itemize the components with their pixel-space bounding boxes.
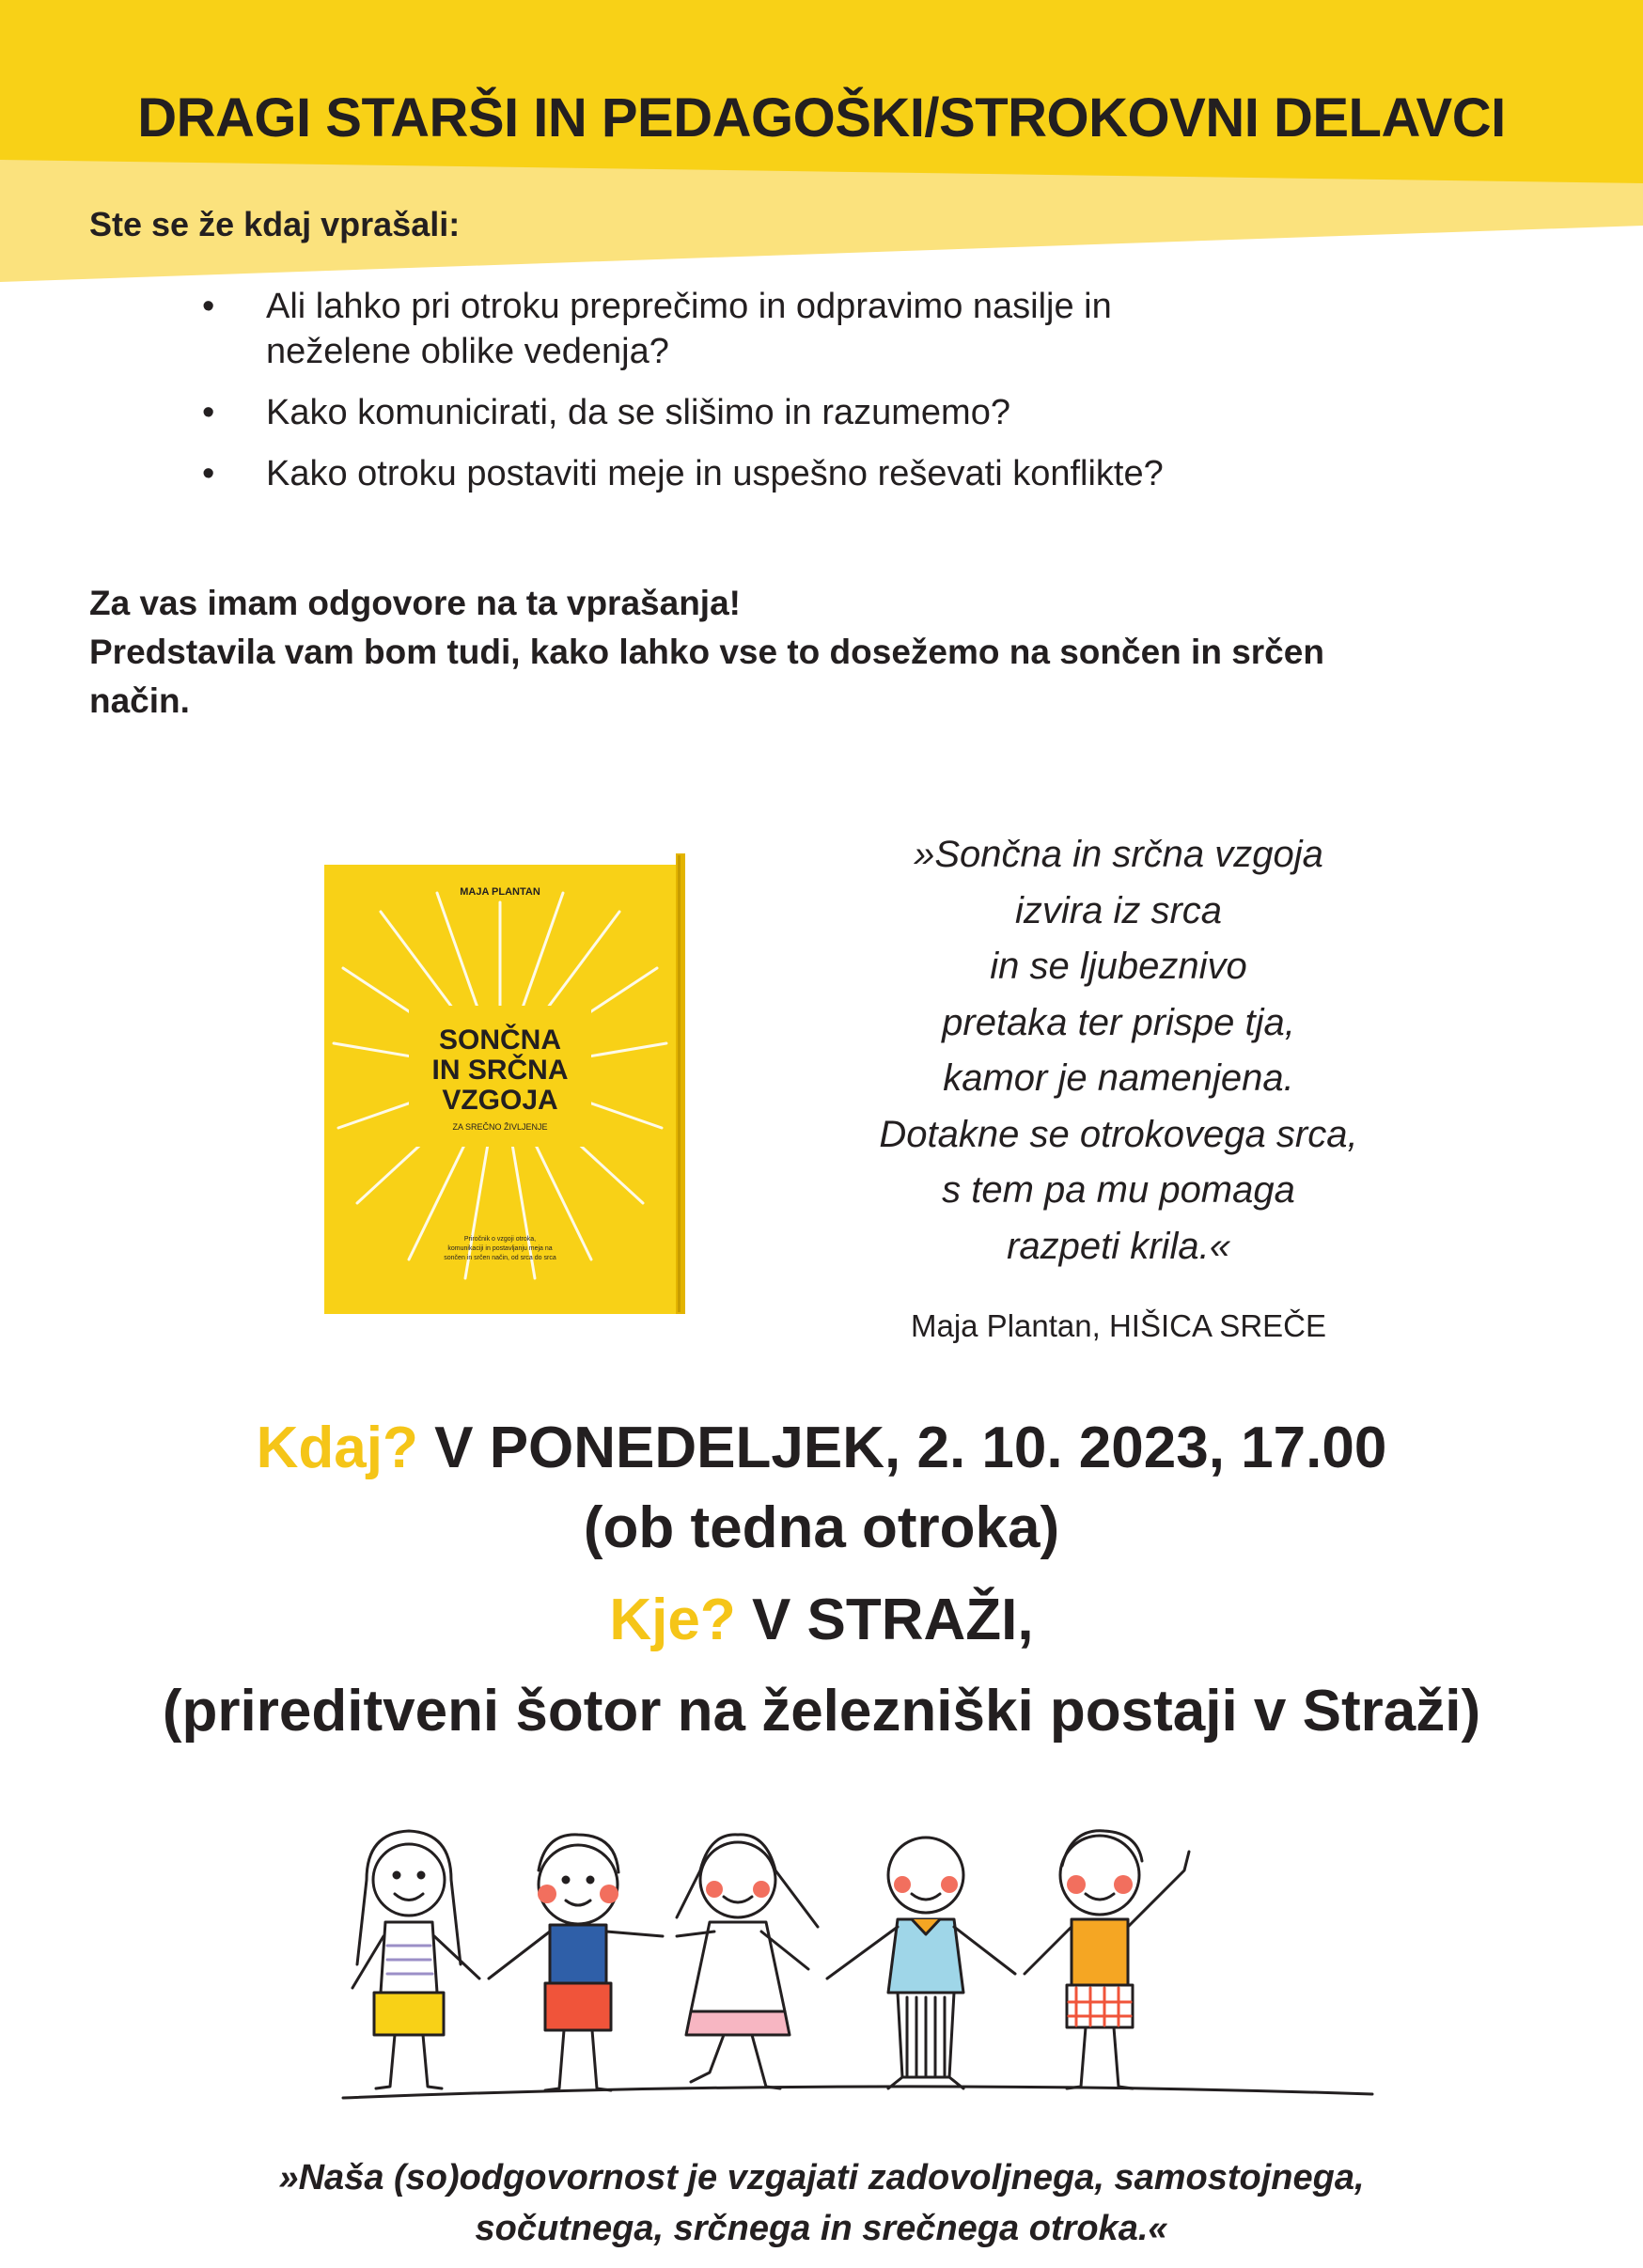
answers-line: način. <box>89 681 190 720</box>
quote-line: Dotakne se otrokovega srca, <box>879 1113 1358 1155</box>
children-holding-hands-illustration <box>338 1814 1382 2115</box>
book-title-line: SONČNA <box>438 1025 562 1056</box>
event-when <box>0 1415 1643 1481</box>
question-text: Kako otroku postaviti meje in uspešno reševati konflikte? <box>266 454 1164 493</box>
intro-question: Ste se že kdaj vprašali: <box>89 205 461 243</box>
kid-2 <box>489 1835 663 2090</box>
question-list <box>202 284 1424 512</box>
quote-line: razpeti krila.« <box>1007 1225 1230 1267</box>
question-text: Kako komunicirati, da se slišimo in razumemo? <box>266 393 1010 432</box>
quote-line: pretaka ter prispe tja, <box>942 1001 1295 1043</box>
question-item <box>202 390 1424 435</box>
footer-line: »Naša (so)odgovornost je vzgajati zadovoljnega, samostojnega, <box>278 2158 1365 2198</box>
page-title: DRAGI STARŠI IN PEDAGOŠKI/STROKOVNI DELAVCI <box>137 87 1506 149</box>
book-subtitle: ZA SREČNO ŽIVLJENJE <box>452 1122 548 1132</box>
answers-line: Predstavila vam bom tudi, kako lahko vse to dosežemo na sončen in srčen <box>89 633 1324 671</box>
event-when-note: (ob tedna otroka) <box>583 1495 1060 1560</box>
event-where-note: (prireditveni šotor na železniški postaji v Straži) <box>162 1679 1481 1744</box>
question-item <box>202 451 1424 496</box>
answers-block <box>89 579 1556 726</box>
where-label: Kje? <box>609 1588 736 1652</box>
quote-line: kamor je namenjena. <box>943 1057 1294 1099</box>
question-text: Ali lahko pri otroku preprečimo in odpravimo nasilje in <box>266 287 1112 326</box>
footer-quote <box>0 2152 1643 2254</box>
kid-3 <box>677 1835 818 2088</box>
book-quote <box>799 827 1438 1275</box>
question-item <box>202 284 1424 374</box>
quote-author: Maja Plantan, HIŠICA SREČE <box>910 1308 1327 1343</box>
when-value: V PONEDELJEK, 2. 10. 2023, 17.00 <box>434 1416 1387 1480</box>
book-title-line: VZGOJA <box>442 1085 558 1116</box>
quote-line: s tem pa mu pomaga <box>942 1169 1295 1211</box>
question-text-cont: neželene oblike vedenja? <box>266 332 669 371</box>
quote-line: in se ljubeznivo <box>990 946 1247 987</box>
kid-4 <box>827 1838 1015 2088</box>
book-title-line: IN SRČNA <box>431 1055 569 1086</box>
book-blurb-line: Priročnik o vzgoji otroka, <box>463 1236 537 1243</box>
book-author: MAJA PLANTAN <box>460 886 540 898</box>
quote-line: izvira iz srca <box>1014 889 1223 931</box>
event-where <box>0 1587 1643 1653</box>
book-blurb-line: sončen in srčen način, od srca do srca <box>444 1255 556 1261</box>
book-cover-image <box>324 846 700 1316</box>
kid-1 <box>352 1831 479 2088</box>
where-value: V STRAŽI, <box>751 1588 1034 1652</box>
kid-5 <box>1025 1831 1189 2088</box>
footer-line: sočutnega, srčnega in srečnega otroka.« <box>475 2209 1168 2248</box>
quote-line: »Sončna in srčna vzgoja <box>914 834 1323 875</box>
book-blurb-line: komunikaciji in postavljanju meja na <box>447 1245 553 1252</box>
when-label: Kdaj? <box>256 1416 418 1480</box>
answers-line: Za vas imam odgovore na ta vprašanja! <box>89 584 741 622</box>
